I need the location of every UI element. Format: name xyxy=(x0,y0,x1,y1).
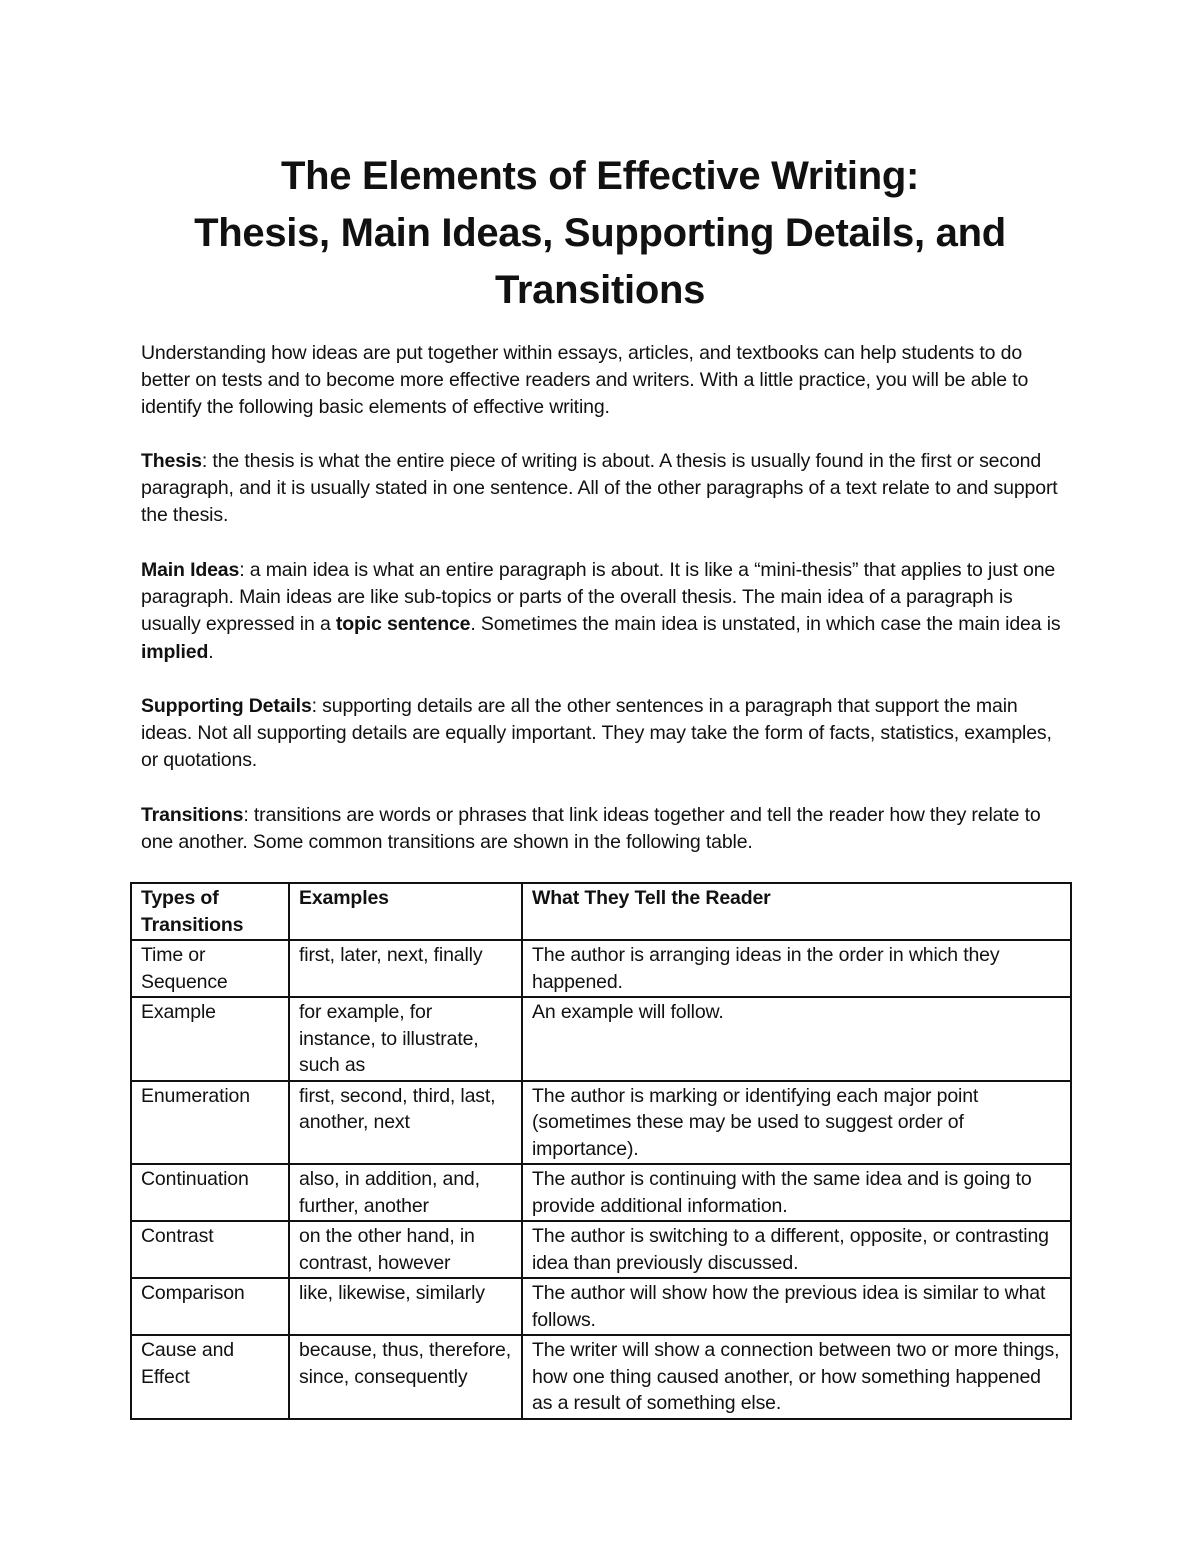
title-line-1: The Elements of Effective Writing: xyxy=(280,154,920,198)
cell-examples: for example, for instance, to illustrate, such as xyxy=(289,997,522,1081)
cell-meaning: The author is switching to a different, opposite, or contrasting idea than previously discussed. xyxy=(522,1221,1071,1278)
cell-meaning: The author is marking or identifying each major point (sometimes these may be used to suggest order of importance). xyxy=(522,1081,1071,1165)
main-ideas-term: Main Ideas xyxy=(141,559,240,581)
transitions-definition: : transitions are words or phrases that link ideas together and tell the reader how they relate to one another. Some common transitions are shown in the following table. xyxy=(141,804,1041,854)
cell-meaning: The writer will show a connection between two or more things, how one thing caused another, or how something happened as a result of something else. xyxy=(522,1335,1071,1419)
main-ideas-paragraph xyxy=(141,557,1066,666)
supporting-details-term: Supporting Details xyxy=(141,695,312,717)
cell-examples: on the other hand, in contrast, however xyxy=(289,1221,522,1278)
cell-examples: first, second, third, last, another, next xyxy=(289,1081,522,1165)
header-types: Types of Transitions xyxy=(131,883,289,940)
page-title xyxy=(0,148,1200,319)
supporting-details-paragraph xyxy=(141,693,1066,775)
transitions-table xyxy=(130,882,1072,1420)
cell-type: Continuation xyxy=(131,1164,289,1221)
table-row xyxy=(131,940,1071,997)
title-line-2: Thesis, Main Ideas, Supporting Details, and xyxy=(194,211,1006,255)
thesis-paragraph xyxy=(141,448,1066,530)
transitions-paragraph xyxy=(141,802,1066,856)
table-row xyxy=(131,1081,1071,1165)
cell-examples: like, likewise, similarly xyxy=(289,1278,522,1335)
main-ideas-text-2: . Sometimes the main idea is unstated, in which case the main idea is xyxy=(470,613,1061,636)
table-row xyxy=(131,1221,1071,1278)
cell-type: Time or Sequence xyxy=(131,940,289,997)
header-meaning: What They Tell the Reader xyxy=(522,883,1071,940)
cell-type: Enumeration xyxy=(131,1081,289,1165)
table-row xyxy=(131,1335,1071,1419)
main-ideas-text-3: . xyxy=(208,640,214,663)
thesis-definition: : the thesis is what the entire piece of writing is about. A thesis is usually found in the first or second paragraph, and it is usually stated in one sentence. All of the other paragraphs of a text relate to and support the thesis. xyxy=(141,450,1058,527)
implied-term: implied xyxy=(141,640,209,663)
cell-type: Contrast xyxy=(131,1221,289,1278)
cell-type: Cause and Effect xyxy=(131,1335,289,1419)
topic-sentence-term: topic sentence xyxy=(335,613,471,636)
cell-examples: because, thus, therefore, since, consequently xyxy=(289,1335,522,1419)
cell-examples: first, later, next, finally xyxy=(289,940,522,997)
cell-examples: also, in addition, and, further, another xyxy=(289,1164,522,1221)
cell-meaning: An example will follow. xyxy=(522,997,1071,1081)
supporting-details-definition: : supporting details are all the other sentences in a paragraph that support the main ideas. Not all supporting details are equally important. They may take the form of facts, statistics, examples, or quotations. xyxy=(141,695,1052,772)
table-row xyxy=(131,997,1071,1081)
table-row xyxy=(131,1278,1071,1335)
cell-meaning: The author is arranging ideas in the order in which they happened. xyxy=(522,940,1071,997)
main-ideas-text-1: : a main idea is what an entire paragraph is about. It is like a “mini-thesis” that applies to just one paragraph. Main ideas are like sub-topics or parts of the overall thesis. The main idea of a paragraph is usually expressed in a xyxy=(141,559,1056,636)
thesis-term: Thesis xyxy=(141,450,202,472)
header-examples: Examples xyxy=(289,883,522,940)
cell-type: Example xyxy=(131,997,289,1081)
intro-paragraph: Understanding how ideas are put together within essays, articles, and textbooks can help students to do better on tests and to become more effective readers and writers. With a little practice, you will be able to identify the following basic elements of effective writing. xyxy=(141,342,1029,419)
title-line-3: Transitions xyxy=(494,268,706,312)
table-header-row xyxy=(131,883,1071,940)
table-row xyxy=(131,1164,1071,1221)
transitions-term: Transitions xyxy=(141,804,244,826)
cell-meaning: The author is continuing with the same idea and is going to provide additional information. xyxy=(522,1164,1071,1221)
cell-type: Comparison xyxy=(131,1278,289,1335)
cell-meaning: The author will show how the previous idea is similar to what follows. xyxy=(522,1278,1071,1335)
